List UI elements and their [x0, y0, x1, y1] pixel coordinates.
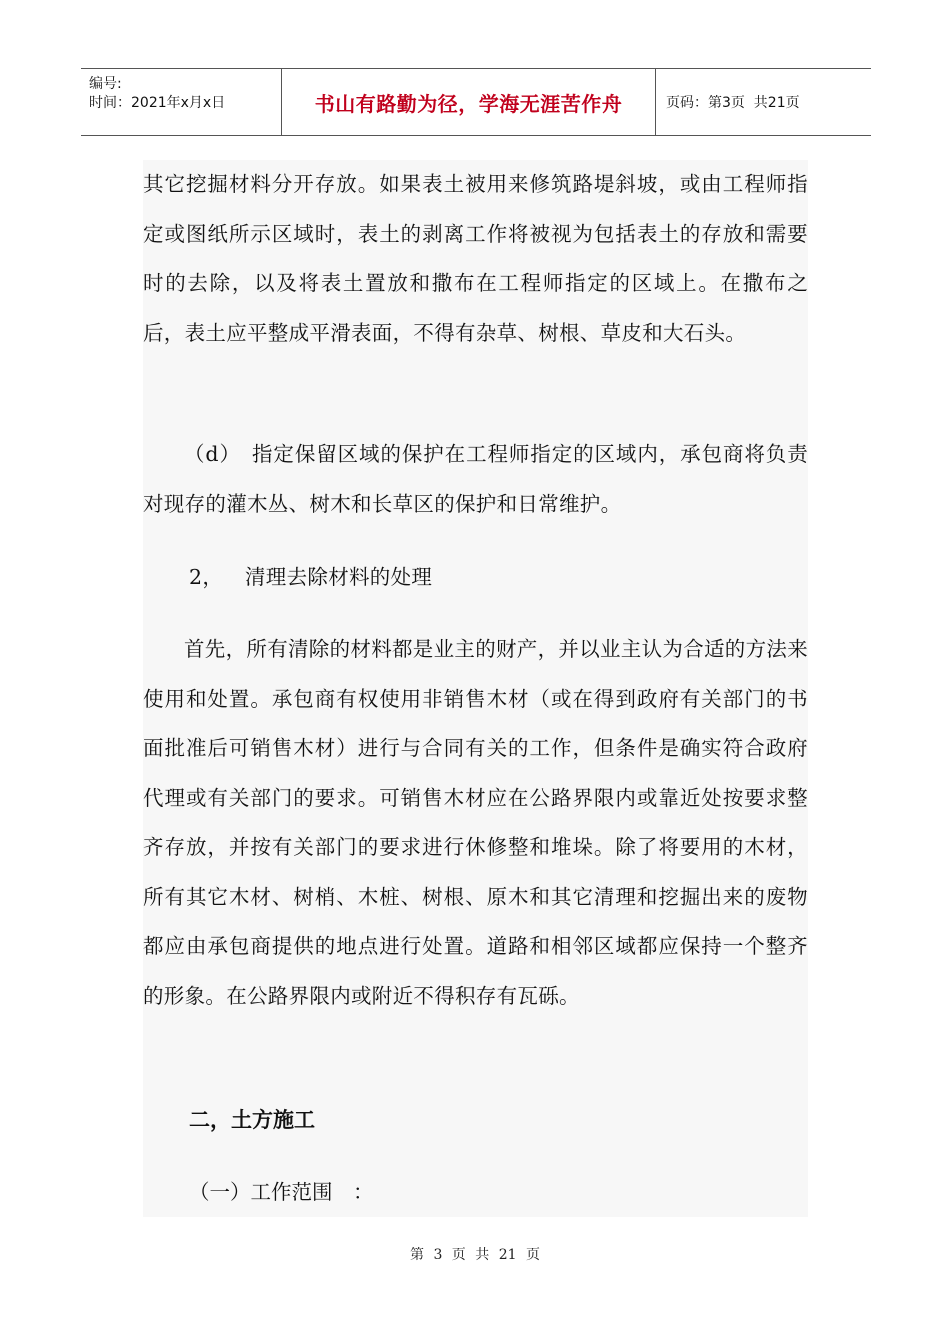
- section-heading: 二，土方施工: [189, 1107, 315, 1132]
- document-number-label: 编号:: [89, 76, 122, 92]
- paragraph-topsoil: 其它挖掘材料分开存放。如果表土被用来修筑路堤斜坡，或由工程师指定或图纸所示区域时，表土的剥离工作将被视为包括表土的存放和需要时的去除，以及将表土置放和撒布在工程师指定的区域上。在撒布之后，表土应平整成平滑表面，不得有杂草、树根、草皮和大石头。: [143, 172, 808, 345]
- header-motto-cell: [282, 69, 656, 135]
- document-date-label: 时间：2021年x月x日: [89, 95, 226, 111]
- page-header: [81, 68, 871, 136]
- subsection-heading: （一）工作范围 ：: [189, 1180, 374, 1204]
- heading-text: 清理去除材料的处理: [245, 565, 433, 589]
- header-motto: 书山有路勤为径，学海无涯苦作舟: [314, 91, 623, 116]
- paragraph-disposal: 首先，所有清除的材料都是业主的财产，并以业主认为合适的方法来使用和处置。承包商有权使用非销售木材（或在得到政府有关部门的书面批准后可销售木材）进行与合同有关的工作，但条件是确实符合政府代理或有关部门的要求。可销售木材应在公路界限内或靠近处按要求整齐存放，并按有关部门的要求进行休修整和堆垛。除了将要用的木材，所有其它木材、树梢、木桩、树根、原木和其它清理和挖掘出来的废物都应由承包商提供的地点进行处置。道路和相邻区域都应保持一个整齐的形象。在公路界限内或附近不得积存有瓦砾。: [143, 637, 808, 1008]
- numbered-heading-disposal: [143, 553, 808, 603]
- document-body: [143, 160, 808, 1217]
- header-meta-cell: [81, 69, 282, 135]
- heading-number: 2，: [189, 565, 224, 589]
- header-page-cell: [656, 69, 871, 135]
- paragraph-protection: （d） 指定保留区域的保护在工程师指定的区域内，承包商将负责对现存的灌木丛、树木和长草区的保护和日常维护。: [143, 442, 808, 516]
- page-footer: 第 3 页 共 21 页: [410, 1247, 540, 1263]
- header-page-info: 页码：第3页 共21页: [666, 95, 800, 111]
